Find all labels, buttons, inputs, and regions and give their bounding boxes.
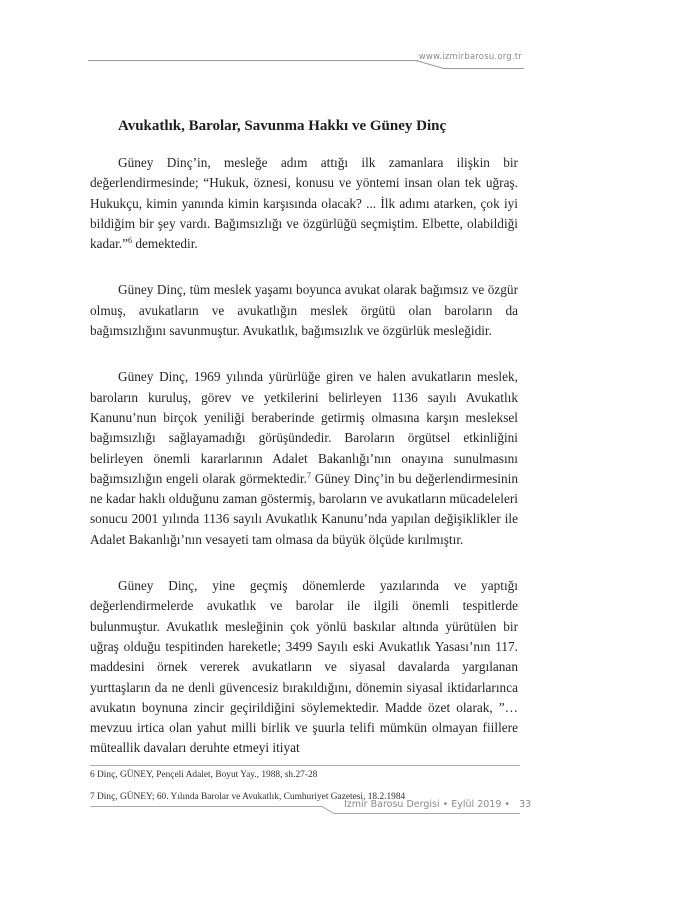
footnote-divider	[90, 765, 520, 766]
journal-issue: İzmir Barosu Dergisi • Eylül 2019 •	[344, 799, 510, 810]
header-rule	[88, 60, 418, 61]
page-number: 33	[519, 799, 532, 810]
paragraph-2: Güney Dinç, tüm meslek yaşamı boyunca avukat olarak bağımsız ve özgür olmuş, avukatların ve avukatlığın meslek örgütü olan baroların da bağımsızlığını savunmuştur. Avukatlık, bağımsızlık ve özgürlük mesleğidir.	[90, 282, 518, 339]
article-title: Avukatlık, Barolar, Savunma Hakkı ve Güney Dinç	[118, 118, 447, 134]
footer-rule-right	[334, 813, 520, 814]
paragraph-4: Güney Dinç, yine geçmiş dönemlerde yazılarında ve yaptığı değerlendirmelerde avukatlık ve barolar ile ilgili önemli tespitlerde bulunmuştur. Avukatlık mesleğinin çok yönlü baskılar altında yürütülen bir uğraş olduğu tespitinden hareketle; 3499 Sayılı eski Avukatlık Yasası’nın 117. maddesini örnek vererek avukatların ve siyasal davalarda yargılanan yurttaşların da ne denli güvencesiz bırakıldığını, dönemin siyasal iktidarlarınca avukatın boynuna zincir geçirildiğini söylemektedir. Madde özet olarak, ”…mevzuu irtica olan yahut milli birlik ve şuurla telifi mümkün olmayan fiillere müteallik davaları deruhte etmeyi itiyat	[90, 578, 518, 756]
footnote-7: 7 Dinç, GÜNEY; 60. Yılında Barolar ve Avukatlık, Cumhuriyet Gazetesi, 18.2.1984	[90, 792, 406, 802]
footer-rule	[90, 806, 322, 807]
header-rule-right	[444, 68, 524, 69]
header-url: www.izmirbarosu.org.tr	[418, 52, 522, 62]
paragraph-3	[90, 367, 518, 550]
paragraph-3-text: Güney Dinç, 1969 yılında yürürlüğe giren ve halen avukatların meslek, baroların kuruluş, görev ve yetkilerini belirleyen 1136 sayılı Avukatlık Kanunu’nun birçok yeniliği beraberinde getirmiş olmasına karşın mesleksel bağımsızlığı sağlayamadığı görüşündedir. Baroların örgütsel etkinliğini belirleyen önemli kararlarının Adalet Bakanlığı’nın onayına sunulmasını bağımsızlığın engeli olarak görmektedir.	[90, 369, 518, 486]
paragraph-1-text: Güney Dinç’in, mesleğe adım attığı ilk zamanlara ilişkin bir değerlendirmesinde; “Hukuk, öznesi, konusu ve yöntemi insan olan tek uğraş. Hukukçu, kimin yanında kimin karşısında olacak? ... İlk adımı atarken, çok iyi bildiğim bir şey vardı. Bağımsızlığı ve özgürlüğü seçmiştim. Elbette, olabildiği kadar.”	[90, 155, 518, 252]
footnote-ref-7: 7	[306, 470, 311, 480]
paragraph-3-tail: Güney Dinç’in bu değerlendirmesinin ne kadar haklı olduğunu zaman göstermiş, baroların ve avukatların mücadeleleri sonucu 2001 yılında 1136 sayılı Avukatlık Kanunu’nda yapılan değişiklikler ile Adalet Bakanlığı’nın vesayeti tam olmasa da büyük ölçüde kırılmıştır.	[90, 470, 518, 547]
page-footer	[344, 799, 531, 810]
paragraph-1-tail: demektedir.	[132, 236, 198, 252]
footnote-6: 6 Dinç, GÜNEY, Pençeli Adalet, Boyut Yay., 1988, sh.27-28	[90, 770, 318, 780]
footnote-ref-6: 6	[128, 236, 133, 246]
footer-rule-slant	[322, 806, 335, 814]
paragraph-1	[90, 153, 518, 254]
article-body	[90, 118, 518, 759]
